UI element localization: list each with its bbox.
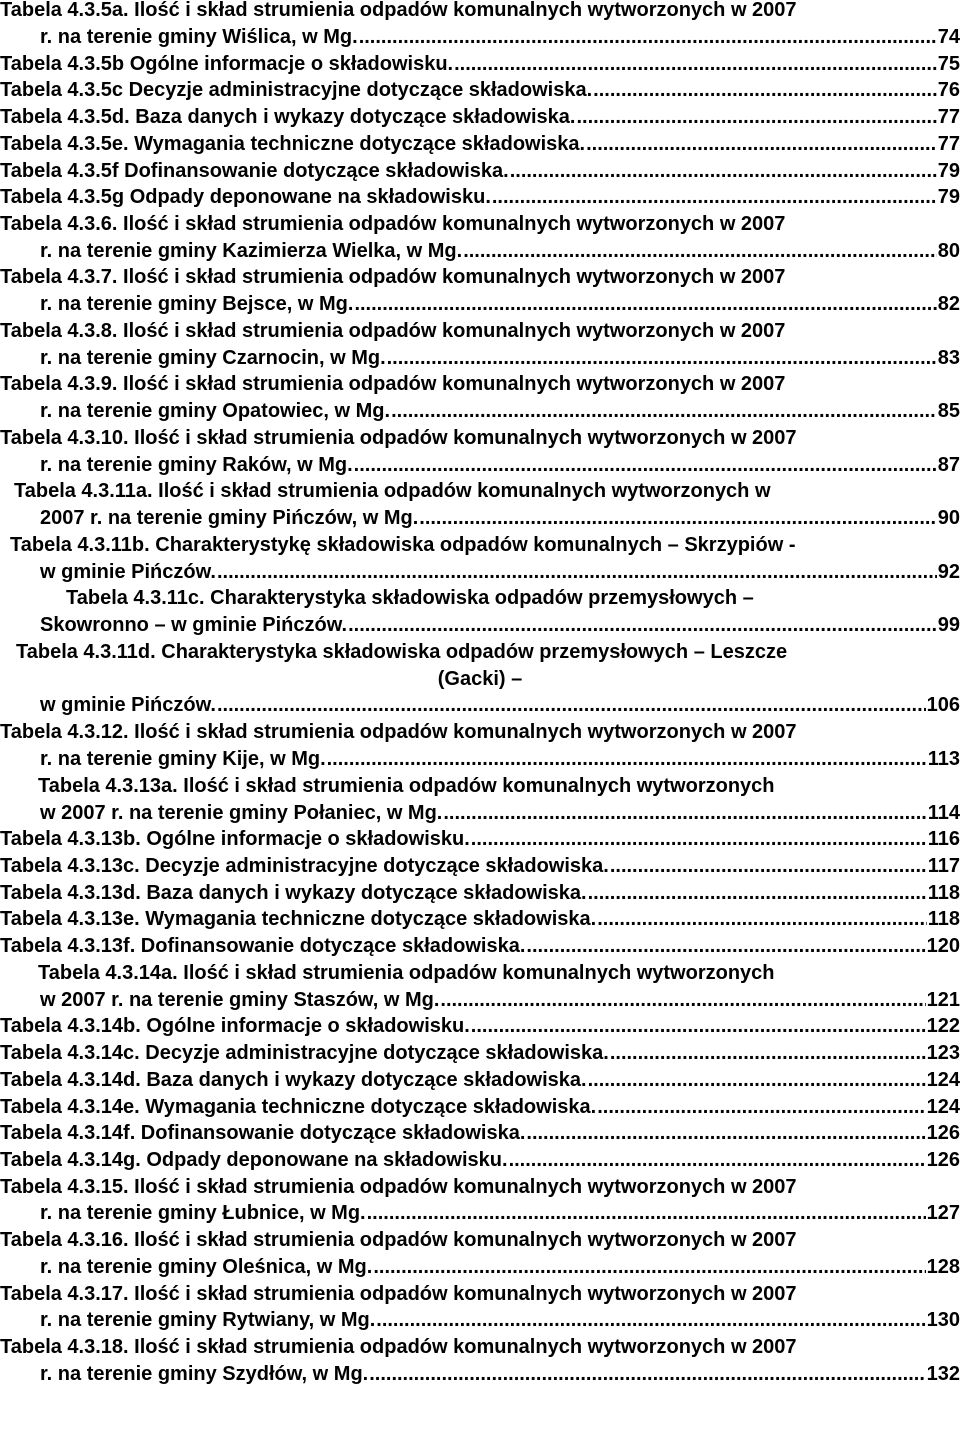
toc-entry-text: r. na terenie gminy Szydłów, w Mg. bbox=[40, 1363, 369, 1385]
toc-entry-text: Tabela 4.3.5e. Wymagania techniczne dotyczące składowiska. bbox=[0, 133, 586, 155]
toc-entry-text: Tabela 4.3.13f. Dofinansowanie dotyczące składowiska. bbox=[0, 935, 526, 957]
page-number: 132 bbox=[926, 1363, 960, 1385]
dot-leader bbox=[440, 987, 925, 1014]
dot-leader bbox=[471, 826, 927, 853]
page-number: 118 bbox=[927, 882, 960, 904]
toc-entry-line[interactable] bbox=[0, 880, 960, 907]
toc-entry-line[interactable] bbox=[40, 692, 960, 719]
dot-leader bbox=[443, 800, 926, 827]
toc-entry-line[interactable] bbox=[0, 1147, 960, 1174]
toc-entry-text: Tabela 4.3.14g. Odpady deponowane na składowisku. bbox=[0, 1149, 508, 1171]
toc-entry-line[interactable] bbox=[0, 51, 960, 78]
dot-leader bbox=[610, 853, 927, 880]
dot-leader bbox=[463, 238, 937, 265]
toc-entry-line[interactable] bbox=[40, 505, 960, 532]
page-number: 127 bbox=[926, 1202, 960, 1224]
dot-leader bbox=[588, 880, 927, 907]
toc-entry-line[interactable] bbox=[40, 238, 960, 265]
toc-entry-title-line: Tabela 4.3.11b. Charakterystykę składowiska odpadów komunalnych – Skrzypiów - bbox=[10, 534, 796, 556]
page-number: 126 bbox=[926, 1122, 960, 1144]
toc-entry-line[interactable] bbox=[0, 1067, 960, 1094]
dot-leader bbox=[354, 291, 936, 318]
page-number: 85 bbox=[937, 400, 960, 422]
toc-entry-line[interactable] bbox=[0, 1094, 960, 1121]
toc-entry-line[interactable] bbox=[40, 452, 960, 479]
toc-entry-line[interactable] bbox=[40, 1361, 960, 1388]
toc-entry-line[interactable] bbox=[0, 906, 960, 933]
dot-leader bbox=[369, 1361, 925, 1388]
toc-entry-line[interactable] bbox=[0, 184, 960, 211]
toc-entry-line[interactable] bbox=[0, 158, 960, 185]
page-number: 79 bbox=[937, 186, 960, 208]
toc-entry-line[interactable] bbox=[40, 612, 960, 639]
toc-entry-line[interactable] bbox=[0, 933, 960, 960]
toc-entry-line[interactable] bbox=[40, 1307, 960, 1334]
dot-leader bbox=[597, 1094, 925, 1121]
toc-entry-line[interactable] bbox=[40, 398, 960, 425]
toc-entry-text: Tabela 4.3.5c Decyzje administracyjne dotyczące składowiska. bbox=[0, 79, 593, 101]
toc-entry-text: r. na terenie gminy Opatowiec, w Mg. bbox=[40, 400, 391, 422]
dot-leader bbox=[492, 184, 937, 211]
toc-entry-line[interactable] bbox=[40, 987, 960, 1014]
toc-entry-text: Tabela 4.3.14e. Wymagania techniczne dotyczące składowiska. bbox=[0, 1096, 597, 1118]
dot-leader bbox=[610, 1040, 926, 1067]
dot-leader bbox=[359, 24, 937, 51]
toc-entry-text: r. na terenie gminy Rytwiany, w Mg. bbox=[40, 1309, 376, 1331]
dot-leader bbox=[391, 398, 937, 425]
page-number: 83 bbox=[937, 347, 960, 369]
toc-entry-text: Tabela 4.3.13c. Decyzje administracyjne dotyczące składowiska. bbox=[0, 855, 609, 877]
dot-leader bbox=[376, 1307, 925, 1334]
toc-entry-title-line: Tabela 4.3.11d. Charakterystyka składowiska odpadów przemysłowych – Leszcze bbox=[16, 641, 788, 663]
toc-entry-line[interactable] bbox=[0, 1013, 960, 1040]
dot-leader bbox=[471, 1013, 926, 1040]
toc-entry-line[interactable] bbox=[40, 559, 960, 586]
dot-leader bbox=[367, 1200, 926, 1227]
dot-leader bbox=[586, 131, 937, 158]
dot-leader bbox=[354, 452, 937, 479]
toc-entry-text: r. na terenie gminy Bejsce, w Mg. bbox=[40, 293, 354, 315]
toc-entry-title-line: Tabela 4.3.12. Ilość i skład strumienia odpadów komunalnych wytworzonych w 2007 bbox=[0, 721, 797, 743]
page-number: 121 bbox=[926, 989, 960, 1011]
toc-entry-text: w 2007 r. na terenie gminy Połaniec, w Mg. bbox=[40, 802, 443, 824]
page-number: 77 bbox=[937, 106, 960, 128]
toc-entry-title-line: Tabela 4.3.15. Ilość i skład strumienia odpadów komunalnych wytworzonych w 2007 bbox=[0, 1176, 797, 1198]
toc-entry-text: r. na terenie gminy Czarnocin, w Mg. bbox=[40, 347, 386, 369]
toc-entry-text: Tabela 4.3.13b. Ogólne informacje o składowisku. bbox=[0, 828, 470, 850]
dot-leader bbox=[526, 933, 925, 960]
toc-entry-title-line: Tabela 4.3.6. Ilość i skład strumienia odpadów komunalnych wytworzonych w 2007 bbox=[0, 213, 786, 235]
dot-leader bbox=[419, 505, 936, 532]
toc-entry-title-line: Tabela 4.3.9. Ilość i skład strumienia odpadów komunalnych wytworzonych w 2007 bbox=[0, 373, 786, 395]
toc-entry-title-line: Tabela 4.3.13a. Ilość i skład strumienia odpadów komunalnych wytworzonych bbox=[38, 775, 775, 797]
toc-entry-title-line: Tabela 4.3.17. Ilość i skład strumienia odpadów komunalnych wytworzonych w 2007 bbox=[0, 1283, 797, 1305]
dot-leader bbox=[597, 906, 927, 933]
toc-entry-line[interactable] bbox=[0, 104, 960, 131]
toc-entry-text: Tabela 4.3.14f. Dofinansowanie dotyczące składowiska. bbox=[0, 1122, 526, 1144]
dot-leader bbox=[348, 612, 937, 639]
page-number: 92 bbox=[937, 561, 960, 583]
dot-leader bbox=[526, 1120, 925, 1147]
toc-entry-title-line: Tabela 4.3.5a. Ilość i skład strumienia odpadów komunalnych wytworzonych w 2007 bbox=[0, 0, 797, 21]
toc-entry-title-line: (Gacki) – bbox=[437, 668, 523, 690]
toc-entry-text: w 2007 r. na terenie gminy Staszów, w Mg. bbox=[40, 989, 440, 1011]
toc-entry-title-line: Tabela 4.3.7. Ilość i skład strumienia odpadów komunalnych wytworzonych w 2007 bbox=[0, 266, 786, 288]
dot-leader bbox=[217, 559, 937, 586]
page-number: 99 bbox=[937, 614, 960, 636]
page-number: 79 bbox=[937, 160, 960, 182]
toc-entry-text: 2007 r. na terenie gminy Pińczów, w Mg. bbox=[40, 507, 419, 529]
page-number: 116 bbox=[927, 828, 960, 850]
page-number: 80 bbox=[937, 240, 960, 262]
toc-entry-text: Tabela 4.3.5d. Baza danych i wykazy dotyczące składowiska. bbox=[0, 106, 576, 128]
page-number: 77 bbox=[937, 133, 960, 155]
dot-leader bbox=[217, 692, 926, 719]
toc-entry-line[interactable] bbox=[40, 1254, 960, 1281]
toc-entry-title-line: Tabela 4.3.10. Ilość i skład strumienia odpadów komunalnych wytworzonych w 2007 bbox=[0, 427, 797, 449]
toc-entry-text: r. na terenie gminy Kazimierza Wielka, w Mg. bbox=[40, 240, 463, 262]
page-number: 87 bbox=[937, 454, 960, 476]
toc-entry-line[interactable] bbox=[40, 1200, 960, 1227]
toc-entry-text: r. na terenie gminy Raków, w Mg. bbox=[40, 454, 353, 476]
toc-entry-text: r. na terenie gminy Kije, w Mg. bbox=[40, 748, 326, 770]
toc-entry-text: Tabela 4.3.5g Odpady deponowane na składowisku. bbox=[0, 186, 491, 208]
page-number: 82 bbox=[937, 293, 960, 315]
toc-entry-line[interactable] bbox=[0, 131, 960, 158]
dot-leader bbox=[576, 104, 936, 131]
page-number: 113 bbox=[927, 748, 960, 770]
toc-entry-title-line: Tabela 4.3.16. Ilość i skład strumienia odpadów komunalnych wytworzonych w 2007 bbox=[0, 1229, 797, 1251]
toc-entry-line[interactable] bbox=[40, 746, 960, 773]
toc-entry-title-line: Tabela 4.3.11a. Ilość i skład strumienia odpadów komunalnych wytworzonych w bbox=[14, 480, 771, 502]
page-number: 74 bbox=[937, 26, 960, 48]
toc-entry-text: Tabela 4.3.13d. Baza danych i wykazy dotyczące składowiska. bbox=[0, 882, 587, 904]
page-number: 124 bbox=[926, 1069, 960, 1091]
toc-entry-text: Tabela 4.3.5f Dofinansowanie dotyczące składowiska. bbox=[0, 160, 509, 182]
toc-entry-title-line: Tabela 4.3.14a. Ilość i skład strumienia odpadów komunalnych wytworzonych bbox=[38, 962, 775, 984]
toc-entry-text: r. na terenie gminy Łubnice, w Mg. bbox=[40, 1202, 366, 1224]
page-number: 120 bbox=[926, 935, 960, 957]
toc-entry-line[interactable] bbox=[0, 77, 960, 104]
dot-leader bbox=[454, 51, 937, 78]
toc-entry-text: r. na terenie gminy Oleśnica, w Mg. bbox=[40, 1256, 373, 1278]
page-number: 75 bbox=[937, 53, 960, 75]
dot-leader bbox=[373, 1254, 925, 1281]
dot-leader bbox=[327, 746, 927, 773]
toc-entry-text: Tabela 4.3.14d. Baza danych i wykazy dotyczące składowiska. bbox=[0, 1069, 587, 1091]
page-number: 114 bbox=[927, 802, 960, 824]
toc-entry-text: Tabela 4.3.13e. Wymagania techniczne dotyczące składowiska. bbox=[0, 908, 597, 930]
toc-entry-line[interactable] bbox=[40, 291, 960, 318]
page-number: 126 bbox=[926, 1149, 960, 1171]
page-number: 124 bbox=[926, 1096, 960, 1118]
dot-leader bbox=[509, 1147, 926, 1174]
toc-entry-text: w gminie Pińczów. bbox=[40, 694, 216, 716]
toc-entry-text: w gminie Pińczów. bbox=[40, 561, 216, 583]
toc-entry-text: Tabela 4.3.5b Ogólne informacje o składowisku. bbox=[0, 53, 454, 75]
toc-entry-line[interactable] bbox=[0, 1120, 960, 1147]
toc-entry-line[interactable] bbox=[0, 826, 960, 853]
page-number: 118 bbox=[927, 908, 960, 930]
page-number: 106 bbox=[926, 694, 960, 716]
page-number: 117 bbox=[927, 855, 960, 877]
dot-leader bbox=[588, 1067, 926, 1094]
page-number: 122 bbox=[926, 1015, 960, 1037]
dot-leader bbox=[593, 77, 937, 104]
toc-entry-title-line: Tabela 4.3.11c. Charakterystyka składowiska odpadów przemysłowych – bbox=[66, 587, 754, 609]
toc-entry-line[interactable] bbox=[40, 345, 960, 372]
toc-entry-text: Skowronno – w gminie Pińczów. bbox=[40, 614, 348, 636]
page-number: 90 bbox=[937, 507, 960, 529]
toc-entry-text: Tabela 4.3.14b. Ogólne informacje o składowisku. bbox=[0, 1015, 470, 1037]
page-number: 130 bbox=[926, 1309, 960, 1331]
page-number: 128 bbox=[926, 1256, 960, 1278]
toc-entry-title-line: Tabela 4.3.8. Ilość i skład strumienia odpadów komunalnych wytworzonych w 2007 bbox=[0, 320, 786, 342]
page-number: 76 bbox=[937, 79, 960, 101]
toc-entry-line[interactable] bbox=[40, 800, 960, 827]
toc-entry-line[interactable] bbox=[40, 24, 960, 51]
dot-leader bbox=[387, 345, 937, 372]
toc-entry-text: r. na terenie gminy Wiślica, w Mg. bbox=[40, 26, 358, 48]
toc-entry-text: Tabela 4.3.14c. Decyzje administracyjne dotyczące składowiska. bbox=[0, 1042, 609, 1064]
dot-leader bbox=[510, 158, 937, 185]
toc-entry-title-line: Tabela 4.3.18. Ilość i skład strumienia odpadów komunalnych wytworzonych w 2007 bbox=[0, 1336, 797, 1358]
toc-entry-line[interactable] bbox=[0, 853, 960, 880]
page-number: 123 bbox=[926, 1042, 960, 1064]
toc-entry-line[interactable] bbox=[0, 1040, 960, 1067]
